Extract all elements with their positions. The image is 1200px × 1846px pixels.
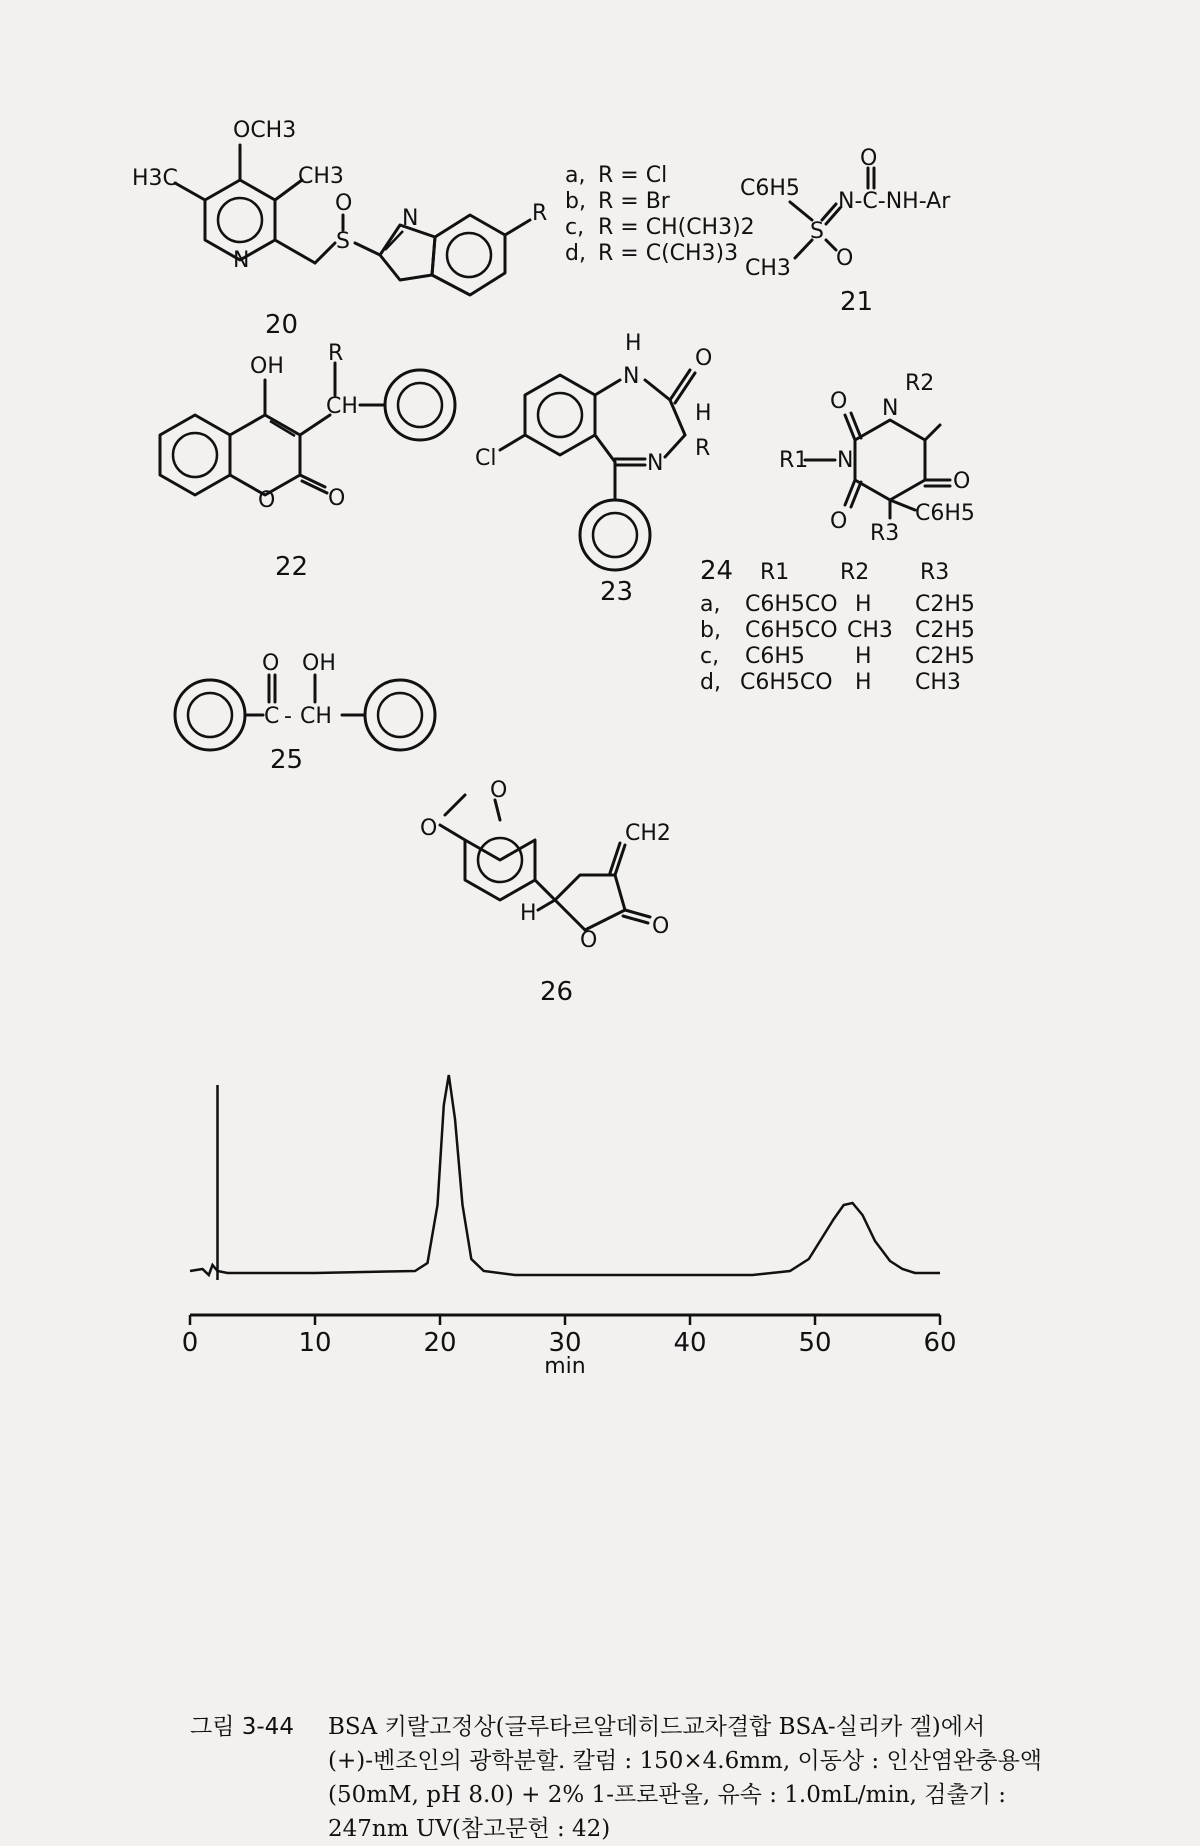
compound-22-number: 22 (275, 552, 309, 582)
c21-oxo-top: O (860, 146, 878, 171)
c20-r-group: R (532, 201, 548, 226)
x-tick-label: 40 (673, 1328, 707, 1358)
c26-dioxole-o2: O (420, 816, 438, 841)
c22-carbonyl-o: O (328, 486, 346, 511)
c21-methyl: CH3 (745, 256, 791, 281)
c24-row-b-r3: C2H5 (915, 618, 975, 643)
c24-header-r1: R1 (760, 560, 790, 585)
x-tick-label: 50 (798, 1328, 832, 1358)
c26-h: H (520, 901, 537, 926)
c25-c: C (264, 704, 280, 729)
c20-variant-a-key: a, (565, 163, 586, 188)
c25-oh: OH (302, 651, 336, 676)
c22-hydroxy: OH (250, 354, 284, 379)
c24-r2: R2 (905, 371, 935, 396)
c24-row-c-r3: C2H5 (915, 644, 975, 669)
c20-variant-d: R = C(CH3)3 (598, 241, 739, 266)
c25-ch: CH (300, 704, 332, 729)
x-tick-label: 10 (298, 1328, 332, 1358)
c20-imidazole-n: N (402, 206, 419, 231)
compound-24-number: 24 (700, 556, 734, 586)
compound-20-structure (130, 115, 630, 355)
x-tick-label: 30 (548, 1328, 582, 1358)
compound-25-number: 25 (270, 745, 304, 775)
c21-sulfur: S (810, 219, 824, 244)
c21-phenyl: C6H5 (740, 176, 800, 201)
compound-22-structure (150, 335, 480, 595)
c26-ch2: CH2 (625, 821, 671, 846)
c26-carbonyl-o: O (652, 914, 670, 939)
x-tick-label: 20 (423, 1328, 457, 1358)
c25-o: O (262, 651, 280, 676)
x-tick-label: 60 (923, 1328, 957, 1358)
c20-sulfur: S (336, 229, 350, 254)
compound-24-table (695, 555, 995, 715)
c20-variant-b-key: b, (565, 189, 586, 214)
caption-line-4: 247nm UV(참고문헌 : 42) (328, 1816, 611, 1842)
c23-h-top: H (625, 331, 642, 356)
c26-ring-o: O (580, 928, 598, 953)
c24-row-a-key: a, (700, 592, 721, 617)
c20-methoxy: OCH3 (233, 118, 297, 143)
c24-header-r3: R3 (920, 560, 950, 585)
caption-line-3: (50mM, pH 8.0) + 2% 1-프로판올, 유속 : 1.0mL/min, 검출기 : (328, 1782, 1006, 1808)
compound-20-variants (560, 160, 760, 280)
c24-row-a-r1: C6H5CO (745, 592, 838, 617)
chromatogram (181, 1030, 1090, 1379)
figure-caption (190, 1710, 1090, 1846)
c24-row-b-r2: CH3 (847, 618, 893, 643)
c24-r1: R1 (779, 448, 809, 473)
c23-cl: Cl (475, 446, 497, 471)
c21-chain: N-C-NH-Ar (838, 189, 951, 214)
compound-20-number: 20 (265, 310, 299, 340)
compound-26-number: 26 (540, 977, 574, 1007)
c24-table-row (700, 644, 975, 669)
figure-label: 그림 3-44 (190, 1714, 294, 1740)
c24-row-d-r1: C6H5CO (740, 670, 833, 695)
c24-row-c-key: c, (700, 644, 720, 669)
compound-25-structure (160, 640, 480, 775)
c24-o1: O (830, 389, 848, 414)
c24-phenyl: C6H5 (915, 501, 975, 526)
caption-line-1: BSA 키랄고정상(글루타르알데히드교차결합 BSA-실리카 겔)에서 (328, 1714, 986, 1740)
c24-row-c-r2: H (855, 644, 872, 669)
c20-variant-c-key: c, (565, 215, 585, 240)
c24-row-c-r1: C6H5 (745, 644, 805, 669)
c24-o3: O (830, 509, 848, 534)
c24-n-left: N (837, 448, 854, 473)
c24-table-row (700, 618, 975, 643)
c24-table-row (700, 592, 975, 617)
c24-n-top: N (882, 396, 899, 421)
c23-r: R (695, 436, 711, 461)
c21-oxo-bottom: O (836, 246, 854, 271)
x-tick-label: 0 (181, 1328, 199, 1358)
c20-methyl-left: H3C (132, 166, 178, 191)
compound-26-structure (400, 775, 730, 1015)
chromatogram-x-label: min (544, 1354, 586, 1379)
compound-21-structure (740, 140, 980, 320)
compound-23-number: 23 (600, 577, 634, 607)
c20-variant-b: R = Br (598, 189, 670, 214)
c24-row-b-key: b, (700, 618, 721, 643)
chromatogram-x-axis (182, 1315, 957, 1358)
c26-dioxole-o1: O (490, 778, 508, 803)
c24-row-b-r1: C6H5CO (745, 618, 838, 643)
compound-24-structure (775, 360, 1005, 550)
c23-n-imine: N (647, 451, 664, 476)
c24-table-row (700, 670, 961, 695)
c23-nh: N (623, 364, 640, 389)
c22-r: R (328, 341, 344, 366)
c24-o2: O (953, 469, 971, 494)
chromatogram-line (190, 1075, 940, 1275)
c23-h-right: H (695, 401, 712, 426)
c20-ring-n: N (233, 248, 250, 273)
c24-row-a-r2: H (855, 592, 872, 617)
c25-dash: - (284, 704, 292, 729)
compound-21-number: 21 (840, 287, 874, 317)
chromatogram-trace (190, 1075, 940, 1280)
caption-line-2: (+)-벤조인의 광학분할. 칼럼 : 150×4.6mm, 이동상 : 인산염완충용액 (328, 1748, 1043, 1774)
c24-row-d-r3: CH3 (915, 670, 961, 695)
c20-variant-c: R = CH(CH3)2 (598, 215, 755, 240)
c24-row-d-r2: H (855, 670, 872, 695)
c20-variant-d-key: d, (565, 241, 586, 266)
c23-carbonyl-o: O (695, 346, 713, 371)
c24-header-r2: R2 (840, 560, 870, 585)
c24-row-d-key: d, (700, 670, 721, 695)
c24-row-a-r3: C2H5 (915, 592, 975, 617)
c20-sulfoxide-o: O (335, 191, 353, 216)
c20-variant-a: R = Cl (598, 163, 668, 188)
c22-ring-o: O (258, 488, 276, 513)
c22-ch: CH (326, 394, 358, 419)
c24-r3: R3 (870, 521, 900, 546)
c20-methyl-right: CH3 (298, 164, 344, 189)
